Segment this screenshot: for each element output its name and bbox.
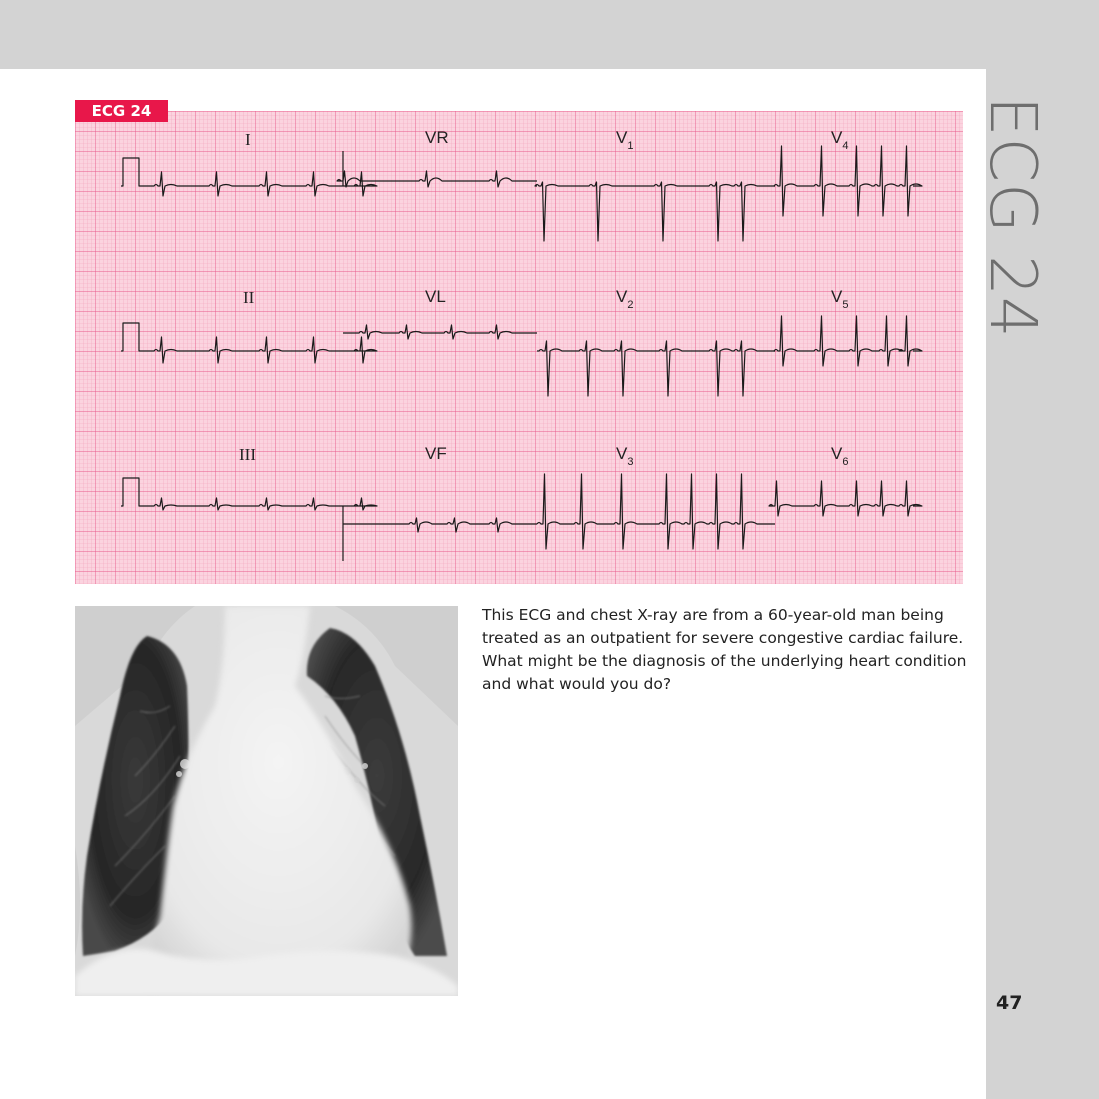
case-question-text: This ECG and chest X-ray are from a 60-year-old man being treated as an outpatient for severe congestive cardiac failure. What might be the diagnosis of the underlying heart condition and what would you do? (482, 606, 967, 693)
lead-label-V4: $V_4$ (831, 128, 849, 152)
ecg-grid (75, 111, 963, 584)
chest-xray-image (75, 606, 458, 996)
top-band (0, 0, 1099, 69)
lead-label-VF: VF (425, 444, 447, 463)
lead-label-II: II (243, 288, 255, 307)
lead-label-VR: VR (425, 128, 449, 147)
lead-label-V6: $V_6$ (831, 444, 849, 468)
ecg-tag: ECG 24 (75, 100, 168, 122)
lead-label-VL: VL (425, 287, 446, 306)
lead-label-V1: $V_1$ (616, 128, 634, 152)
lead-label-V3: $V_3$ (616, 444, 634, 468)
ecg-strip (75, 111, 963, 584)
lead-label-III: III (239, 445, 256, 464)
lead-label-V2: $V_2$ (616, 287, 634, 311)
page-number: 47 (996, 992, 1023, 1014)
lead-label-V5: $V_5$ (831, 287, 849, 311)
side-title (975, 96, 1054, 339)
side-title-text: ECG 24 (975, 96, 1049, 339)
lead-label-I: I (245, 130, 251, 149)
